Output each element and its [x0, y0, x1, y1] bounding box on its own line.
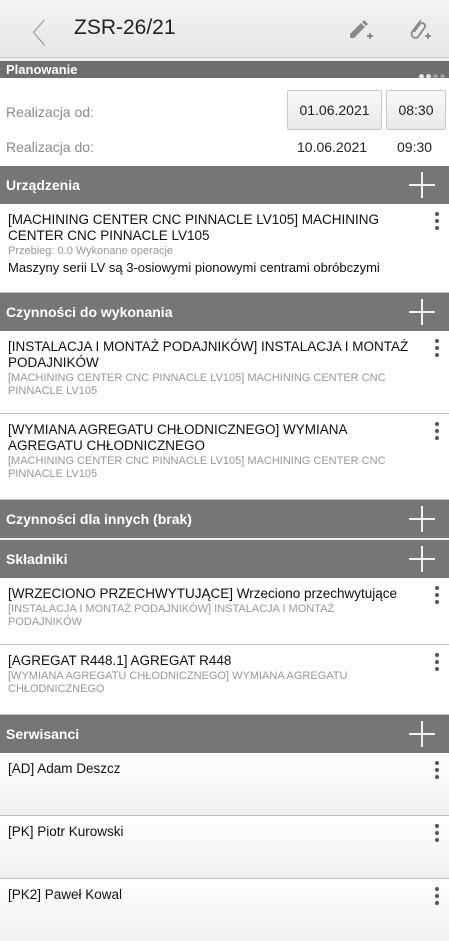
- realization-from-label: Realizacja od:: [6, 104, 94, 120]
- task-name: [WYMIANA AGREGATU CHŁODNICZNEGO] WYMIANA AGREGATU CHŁODNICZNEGO: [8, 422, 347, 453]
- device-mileage: Przebieg: 0.0 Wykonane operacje: [8, 245, 173, 257]
- technicians-section-header: [0, 715, 449, 753]
- top-bar: [0, 0, 449, 58]
- add-other-task-plus-icon[interactable]: [409, 506, 435, 532]
- back-arrow-icon[interactable]: 〈: [18, 18, 47, 49]
- technician-name: [PK2] Paweł Kowal: [8, 887, 123, 902]
- other-tasks-title: Czynności dla innych (brak): [6, 511, 192, 527]
- add-technician-plus-icon[interactable]: [409, 721, 435, 747]
- device-item[interactable]: [0, 204, 449, 293]
- more-options-icon[interactable]: [435, 824, 439, 845]
- more-options-icon[interactable]: [435, 422, 439, 443]
- more-options-icon[interactable]: [435, 339, 439, 360]
- task-name: [INSTALACJA I MONTAŻ PODAJNIKÓW] INSTALACJA I MONTAŻ PODAJNIKÓW: [8, 339, 409, 370]
- components-section-header: [0, 540, 449, 578]
- component-task: [WYMIANA AGREGATU CHŁODNICZNEGO] WYMIANA AGREGATU CHŁODNICZNEGO: [8, 670, 348, 695]
- devices-title: Urządzenia: [6, 177, 80, 193]
- device-description: Maszyny serii LV są 3-osiowymi pionowymi centrami obróbczymi: [8, 260, 380, 275]
- more-options-icon[interactable]: [435, 586, 439, 607]
- planning-title: Planowanie: [6, 62, 78, 77]
- task-item[interactable]: [0, 331, 449, 414]
- devices-section-header: [0, 166, 449, 204]
- component-name: [AGREGAT R448.1] AGREGAT R448: [8, 653, 232, 668]
- component-item[interactable]: [0, 578, 449, 645]
- more-options-icon[interactable]: [435, 761, 439, 782]
- from-time-button[interactable]: 08:30: [386, 90, 446, 130]
- technician-item[interactable]: [0, 879, 449, 941]
- tasks-section-header: [0, 293, 449, 331]
- add-component-plus-icon[interactable]: [409, 546, 435, 572]
- attachment-icon[interactable]: [403, 14, 433, 44]
- to-date-value: 10.06.2021: [297, 139, 368, 155]
- task-item[interactable]: [0, 414, 449, 500]
- edit-icon[interactable]: [345, 14, 375, 44]
- technician-name: [AD] Adam Deszcz: [8, 761, 121, 776]
- device-name: [MACHINING CENTER CNC PINNACLE LV105] MACHINING CENTER CNC PINNACLE LV105: [8, 212, 380, 243]
- from-date-button[interactable]: 01.06.2021: [287, 90, 382, 130]
- add-device-plus-icon[interactable]: [409, 172, 435, 198]
- planning-panel: [0, 78, 449, 166]
- add-task-plus-icon[interactable]: [409, 299, 435, 325]
- components-title: Składniki: [6, 551, 68, 567]
- component-task: [INSTALACJA I MONTAŻ PODAJNIKÓW] INSTALACJA I MONTAŻ PODAJNIKÓW: [8, 603, 335, 628]
- more-options-icon[interactable]: [435, 887, 439, 908]
- task-device: [MACHINING CENTER CNC PINNACLE LV105] MACHINING CENTER CNC PINNACLE LV105: [8, 372, 386, 397]
- technicians-title: Serwisanci: [6, 726, 80, 742]
- to-time-value: 09:30: [397, 139, 433, 155]
- other-tasks-section-header: [0, 500, 449, 538]
- technician-name: [PK] Piotr Kurowski: [8, 824, 124, 839]
- realization-to-label: Realizacja do:: [6, 139, 94, 155]
- technician-item[interactable]: [0, 753, 449, 816]
- more-options-icon[interactable]: [435, 653, 439, 674]
- technician-item[interactable]: [0, 816, 449, 879]
- component-item[interactable]: [0, 645, 449, 715]
- tasks-title: Czynności do wykonania: [6, 304, 173, 320]
- task-device: [MACHINING CENTER CNC PINNACLE LV105] MACHINING CENTER CNC PINNACLE LV105: [8, 455, 386, 480]
- planning-header: [0, 61, 449, 78]
- more-options-icon[interactable]: [435, 212, 439, 233]
- page-title: ZSR-26/21: [74, 16, 176, 39]
- component-name: [WRZECIONO PRZECHWYTUJĄCE] Wrzeciono przechwytujące: [8, 586, 398, 601]
